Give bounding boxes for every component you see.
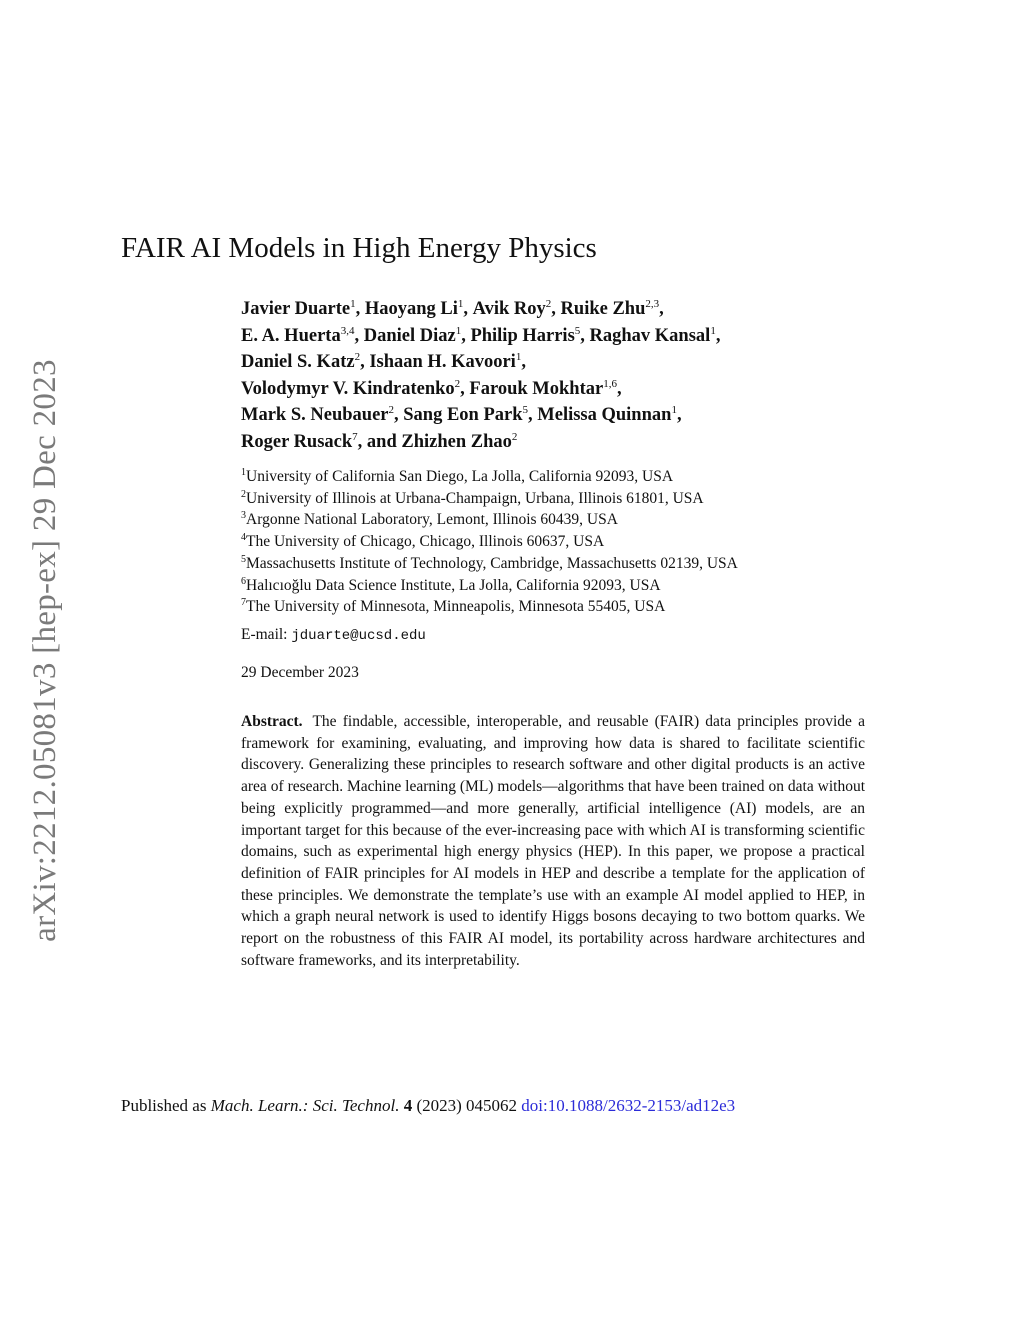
- publication-note: [121, 1096, 735, 1116]
- author: Mark S. Neubauer$^2$,: [241, 404, 404, 426]
- doi-link[interactable]: doi:10.1088/2632-2153/ad12e3: [521, 1096, 736, 1115]
- contact-email: [241, 626, 426, 644]
- author: Volodymyr V. Kindratenko$^2$,: [241, 377, 470, 399]
- paper-title: FAIR AI Models in High Energy Physics: [121, 232, 597, 264]
- author: E. A. Huerta$^{3,4}$,: [241, 324, 364, 346]
- published-prefix: Published as: [121, 1096, 207, 1115]
- author-list: [241, 296, 881, 456]
- abstract-text: The findable, accessible, interoperable, and reusable (FAIR) data principles provide a framework for examining, evaluating, and improving how data is shared to facilitate scientific discovery. Generalizing these principles to research software and other digital products is an active area of research. Machine learning (ML) models—algorithms that have been trained on data without being explicitly programmed—and more generally, artificial intelligence (AI) models, are an important target for this because of the ever-increasing pace with which AI is transforming scientific domains, such as experimental high energy physics (HEP). In this paper, we propose a practical definition of FAIR principles for AI models in HEP and describe a template for the application of these principles. We demonstrate the template’s use with an example AI model applied to HEP, in which a graph neural network is used to identify Higgs bosons decaying to two bottom quarks. We report on the robustness of this FAIR AI model, its portability across hardware architectures and software frameworks, and its interpretability.: [241, 713, 865, 969]
- author: Daniel S. Katz$^2$,: [241, 351, 370, 373]
- affiliation-item: $^6$Halıcıoğlu Data Science Institute, La Jolla, California 92093, USA: [241, 575, 661, 594]
- affiliation-list: [241, 466, 881, 618]
- author: Avik Roy$^2$,: [472, 298, 561, 319]
- journal-year-article: (2023) 045062: [416, 1096, 518, 1115]
- arxiv-identifier: arXiv:2212.05081v3 [hep-ex] 29 Dec 2023: [26, 358, 63, 942]
- abstract-label: Abstract.: [241, 713, 303, 730]
- abstract: [241, 711, 865, 971]
- author: Roger Rusack$^7$, and Zhizhen Zhao$^2$: [241, 430, 518, 452]
- affiliation-item: $^4$The University of Chicago, Chicago, Illinois 60637, USA: [241, 532, 605, 551]
- author: Ishaan H. Kavoori$^1$,: [369, 351, 526, 373]
- author: Raghav Kansal$^1$,: [589, 324, 721, 346]
- affiliation-item: $^3$Argonne National Laboratory, Lemont, Illinois 60439, USA: [241, 510, 618, 529]
- affiliation-item: $^1$University of California San Diego, La Jolla, California 92093, USA: [241, 467, 674, 485]
- email-address[interactable]: jduarte@ucsd.edu: [291, 628, 426, 644]
- author: Sang Eon Park$^5$,: [403, 404, 538, 426]
- author: Philip Harris$^5$,: [470, 324, 590, 346]
- affiliation-item: $^7$The University of Minnesota, Minneapolis, Minnesota 55405, USA: [241, 597, 666, 616]
- author: Daniel Diaz$^1$,: [363, 324, 471, 346]
- journal-name: Mach. Learn.: Sci. Technol.: [210, 1096, 400, 1115]
- author: Javier Duarte$^1$,: [241, 298, 365, 319]
- affiliation-item: $^2$University of Illinois at Urbana-Champaign, Urbana, Illinois 61801, USA: [241, 488, 704, 507]
- paper-date: 29 December 2023: [241, 664, 359, 681]
- author: Melissa Quinnan$^1$,: [537, 404, 682, 426]
- author: Farouk Mokhtar$^{1,6}$,: [469, 377, 622, 399]
- author: Haoyang Li$^1$,: [364, 298, 473, 319]
- affiliation-item: $^5$Massachusetts Institute of Technology, Cambridge, Massachusetts 02139, USA: [241, 553, 738, 572]
- arxiv-stamp: [28, 350, 62, 950]
- author: Ruike Zhu$^{2,3}$,: [560, 298, 664, 319]
- journal-volume: 4: [403, 1096, 413, 1115]
- email-label: E-mail:: [241, 626, 288, 643]
